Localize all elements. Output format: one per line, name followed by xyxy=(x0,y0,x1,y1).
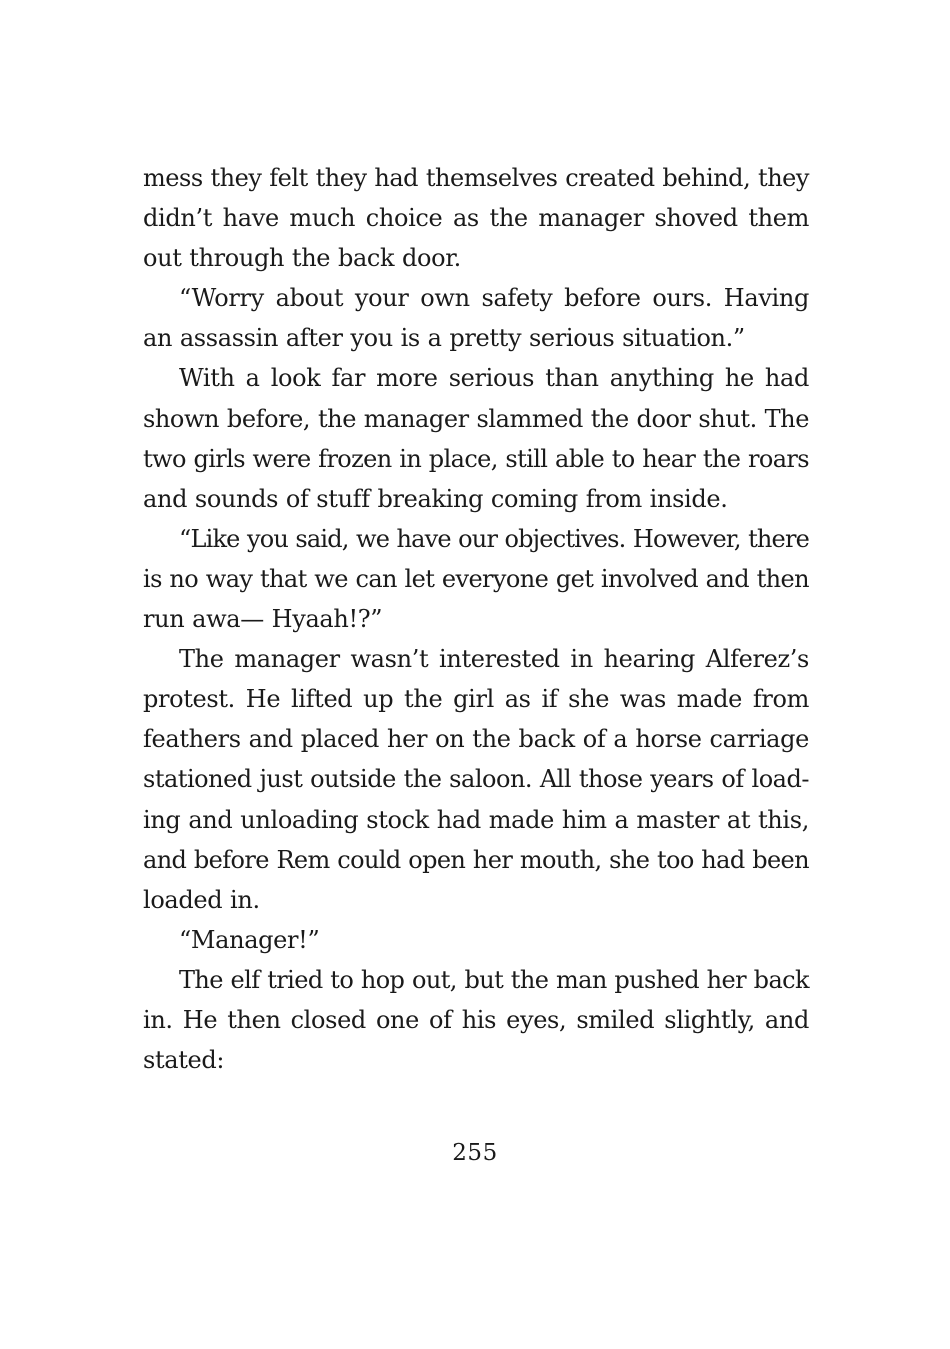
text-line: in. He then closed one of his eyes, smiled slightly, and xyxy=(143,1005,809,1034)
text-line: loaded in. xyxy=(143,885,260,914)
text-line: didn’t have much choice as the manager shoved them xyxy=(143,204,809,233)
text-line: run awa— Hyaah!?” xyxy=(143,605,383,634)
text-line: stated: xyxy=(143,1046,225,1075)
text-line: The elf tried to hop out, but the man pushed her back xyxy=(179,965,809,994)
text-line: two girls were frozen in place, still able to hear the roars xyxy=(143,444,809,473)
text-line: an assassin after you is a pretty serious situation.” xyxy=(143,324,745,353)
text-line: protest. He lifted up the girl as if she was made from xyxy=(143,685,809,714)
body-text xyxy=(143,158,809,1080)
text-line: shown before, the manager slammed the door shut. The xyxy=(143,404,809,433)
text-line: mess they felt they had themselves created behind, they xyxy=(143,164,809,192)
text-line: and sounds of stuff breaking coming from inside. xyxy=(143,484,728,513)
text-line: stationed just outside the saloon. All those years of load- xyxy=(143,765,809,794)
text-line: With a look far more serious than anything he had xyxy=(179,364,809,393)
text-line: ing and unloading stock had made him a master at this, xyxy=(143,805,809,834)
text-line: The manager wasn’t interested in hearing Alferez’s xyxy=(179,645,809,674)
text-line: feathers and placed her on the back of a horse carriage xyxy=(143,725,809,754)
text-line: and before Rem could open her mouth, she too had been xyxy=(143,845,809,874)
text-line: “Like you said, we have our objectives. However, there xyxy=(179,524,809,553)
text-line: “Worry about your own safety before ours. Having xyxy=(179,284,809,313)
text-line: “Manager!” xyxy=(179,925,320,954)
text-line: out through the back door. xyxy=(143,244,461,273)
page-number: 255 xyxy=(452,1140,498,1166)
text-line: is no way that we can let everyone get involved and then xyxy=(143,564,809,593)
